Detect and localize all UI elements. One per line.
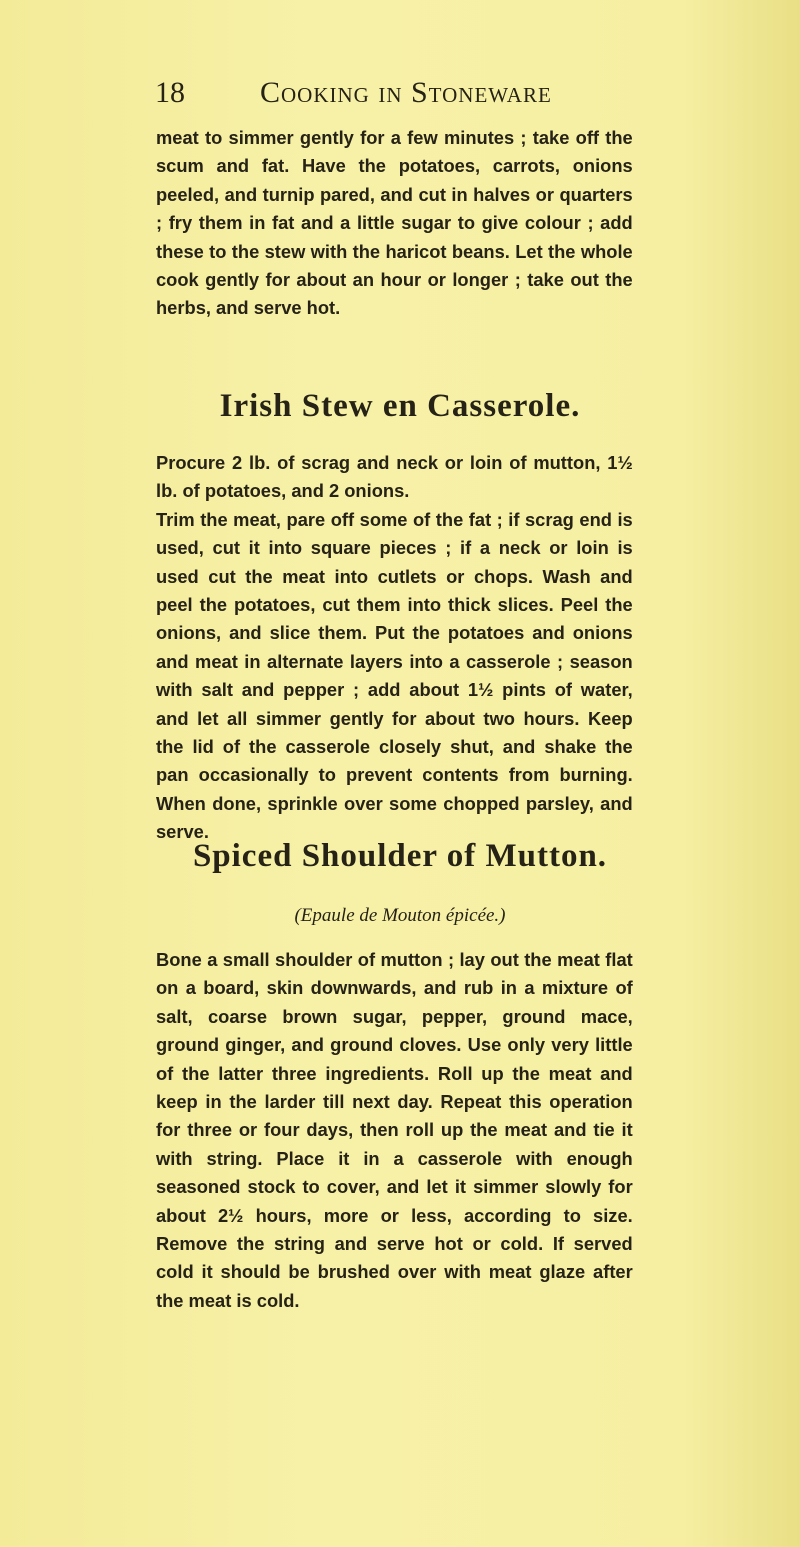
spiced-shoulder-method: Bone a small shoulder of mutton ; lay out the meat flat on a board, skin downwards, and rub in a mixture of salt, coarse brown sugar, pepper, ground mace, ground ginger, and ground cloves. Use only very little of the latter three ingredients. Roll up the meat and keep in the larder till next day. Repeat this operation for three or four days, then roll up the meat and tie it with string. Place it in a casserole with enough seasoned stock to cover, and let it simmer slowly for about 2½ hours, more or less, according to size. Remove the string and serve hot or cold. If served cold it should be brushed over with meat glaze after the meat is cold. [156, 949, 633, 1311]
irish-stew-method: Trim the meat, pare off some of the fat ; if scrag end is used, cut it into square pieces ; if a neck or loin is used cut the meat into cutlets or chops. Wash and peel the potatoes, cut them into thick slices. Peel the onions, and slice them. Put the potatoes and onions and meat in alternate layers into a casserole ; season with salt and pepper ; add about 1½ pints of water, and let all simmer gently for about two hours. Keep the lid of the casserole closely shut, and shake the pan occasionally to prevent contents from burning. When done, sprinkle over some chopped parsley, and serve. [156, 508, 633, 843]
irish-stew-heading: Irish Stew en Casserole. [219, 388, 581, 424]
intro-paragraph-block [156, 124, 633, 323]
page-number: 18 [155, 76, 185, 109]
spiced-shoulder-subtitle: (Epaule de Mouton épicée.) [294, 905, 506, 926]
intro-paragraph: meat to simmer gently for a few minutes ; take off the scum and fat. Have the potatoes, carrots, onions peeled, and turnip pared, and cut in halves or quarters ; fry them in fat and a little sugar to give colour ; add these to the stew with the haricot beans. Let the whole cook gently for about an hour or longer ; take out the herbs, and serve hot. [156, 127, 633, 319]
irish-stew-ingredients: Procure 2 lb. of scrag and neck or loin of mutton, 1½ lb. of potatoes, and 2 onions. [156, 452, 633, 502]
spiced-shoulder-heading: Spiced Shoulder of Mutton. [192, 838, 608, 874]
running-head [155, 70, 655, 114]
running-title: Cooking in Stoneware [260, 76, 552, 109]
spiced-shoulder-body [156, 946, 633, 1315]
irish-stew-body [156, 449, 633, 847]
